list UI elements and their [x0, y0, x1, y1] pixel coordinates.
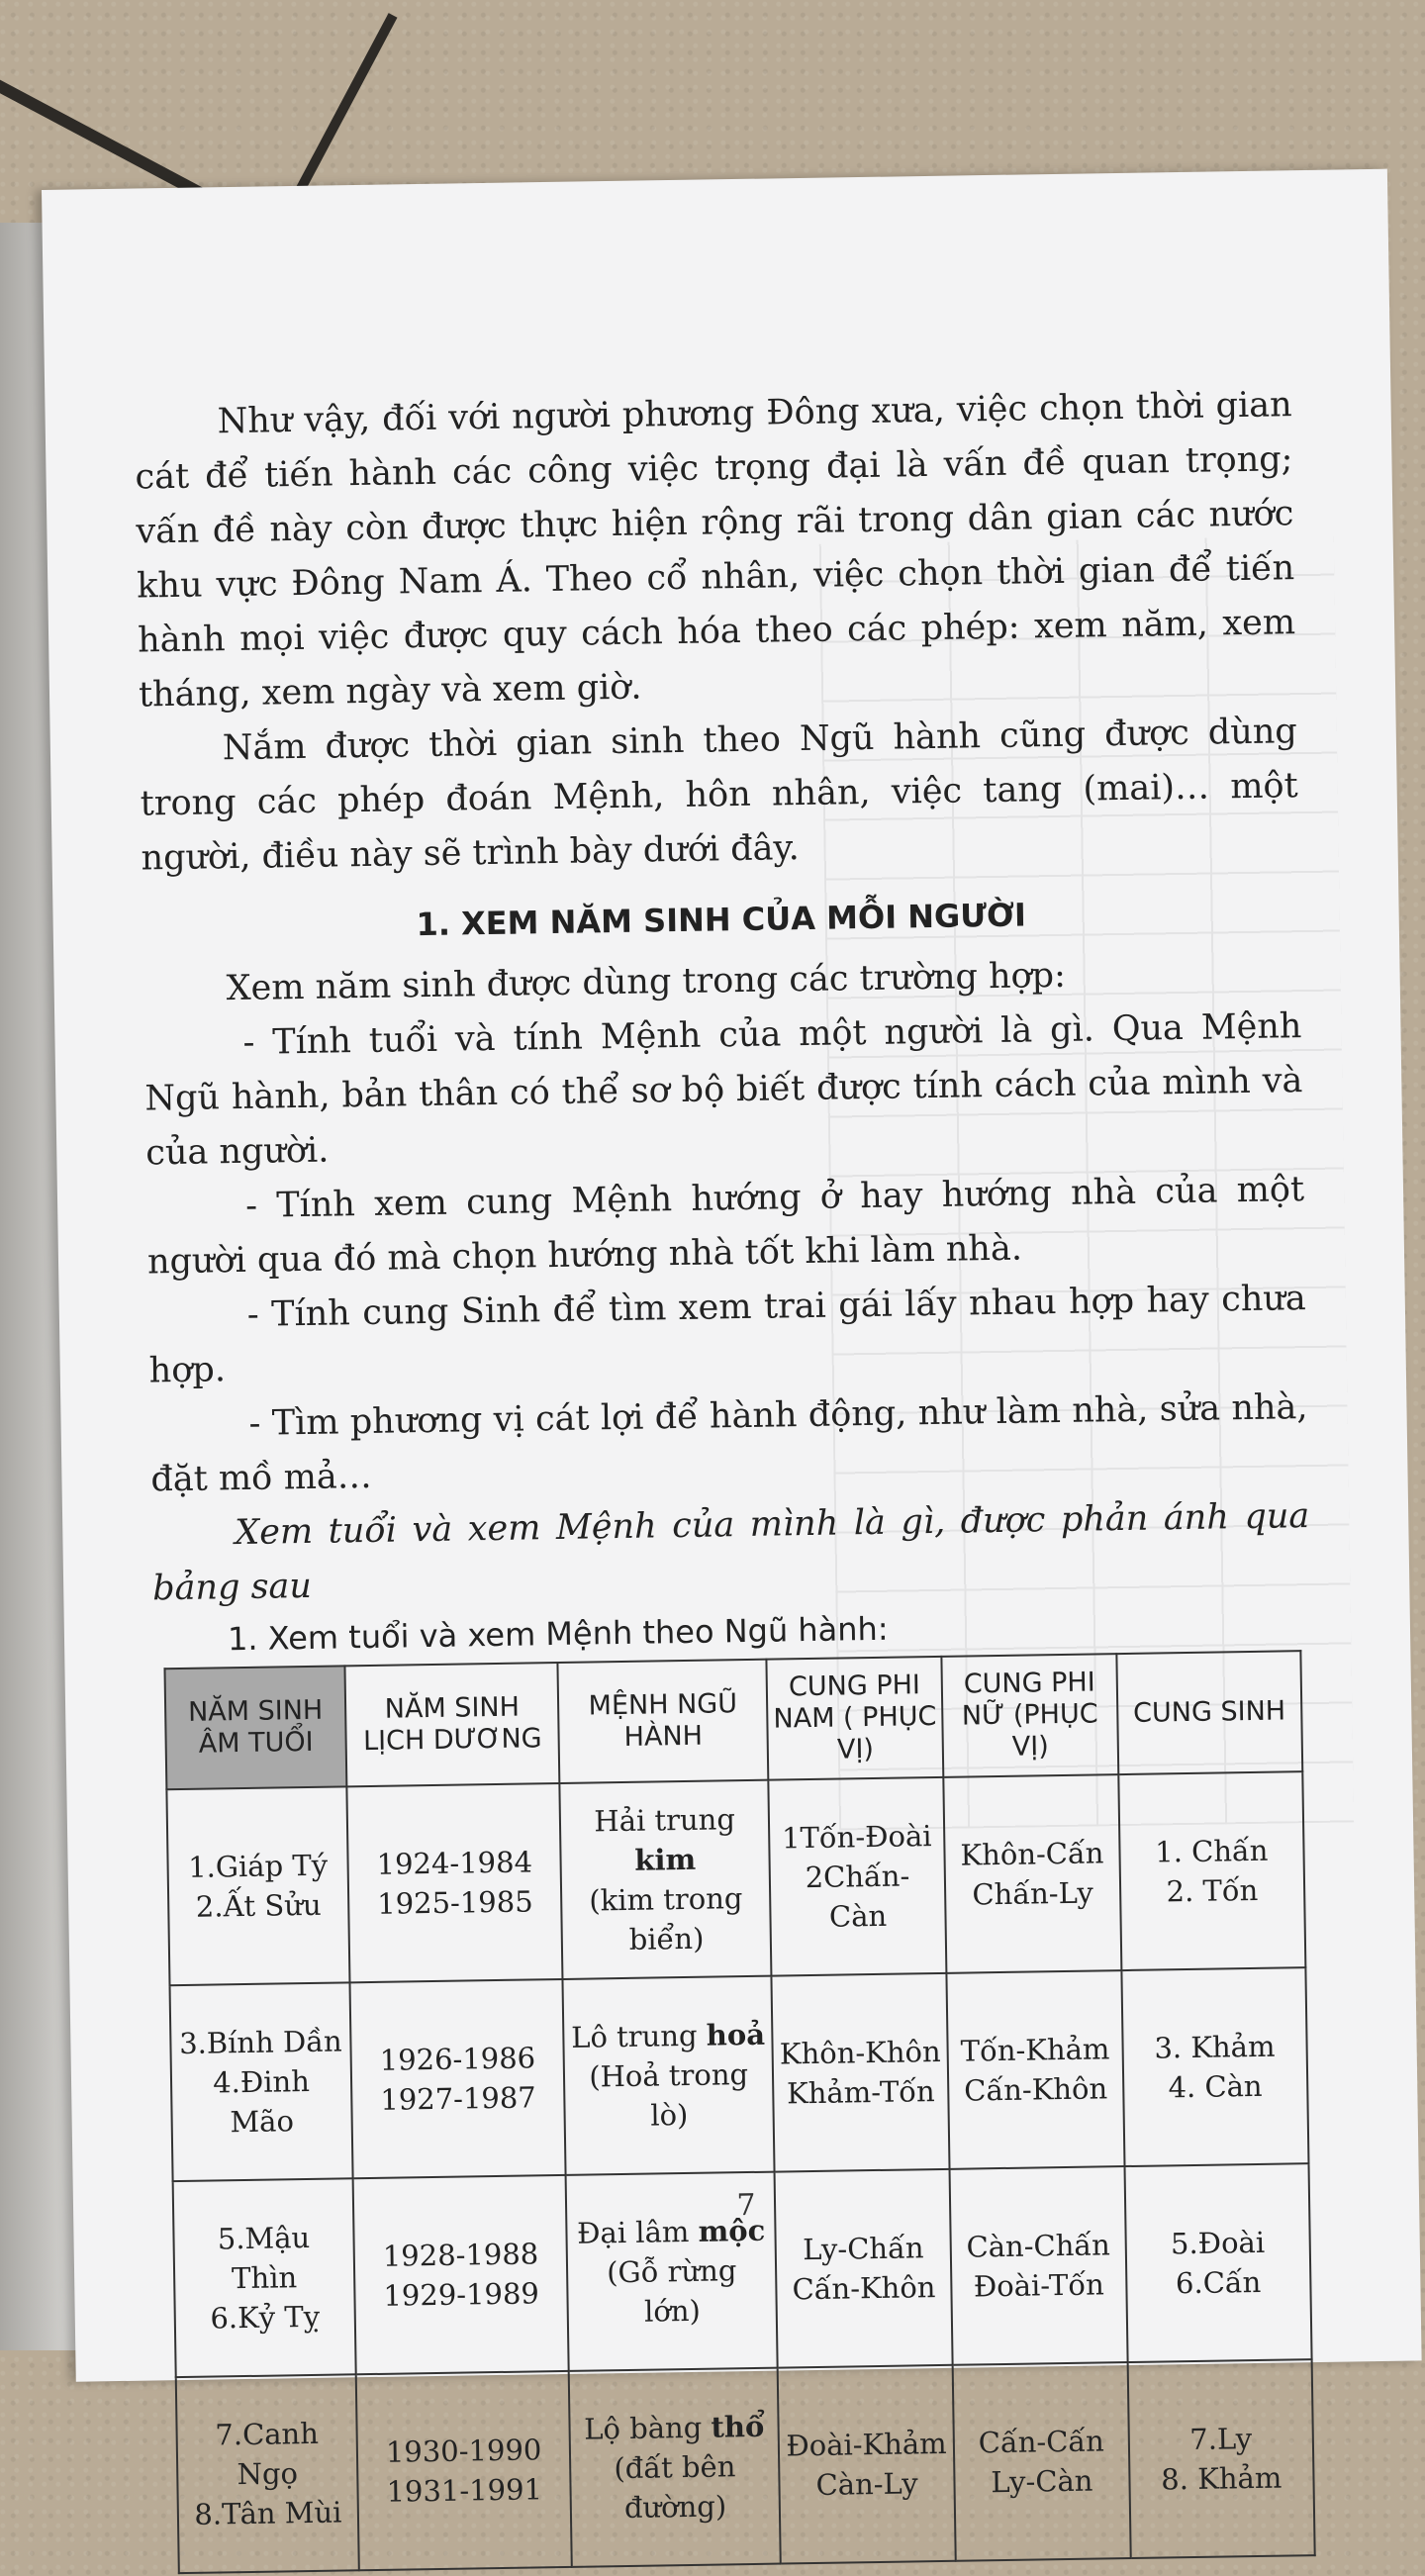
header-cung-sinh: CUNG SINH: [1116, 1651, 1302, 1774]
header-menh-ngu-hanh: MỆNH NGŨ HÀNH: [558, 1660, 768, 1783]
cell-nu: Cấn-Cấn Ly-Càn: [953, 2362, 1130, 2561]
cell-menh: Đại lâm mộc (Gỗ rừng lớn): [566, 2172, 778, 2371]
table-row: [170, 1967, 1309, 2181]
header-nam-sinh-am: NĂM SINH ÂM TUỔI: [164, 1666, 346, 1789]
cell-menh: Hải trung kim (kim trong biển): [560, 1780, 772, 1979]
table-header-row: [164, 1651, 1302, 1789]
header-nam-sinh-duong: NĂM SINH LỊCH DƯƠNG: [344, 1663, 559, 1786]
cell-menh: Lộ bàng thổ (đất bên đường): [569, 2368, 781, 2567]
paragraph-2: Nắm được thời gian sinh theo Ngũ hành cũng được dùng trong các phép đoán Mệnh, hôn nhân, việc tang (mai)… một người, điều này sẽ trình bày dưới đây.: [140, 712, 1298, 879]
cell-nu: Khôn-Cấn Chấn-Ly: [944, 1774, 1121, 1973]
cell-nam: Khôn-Khôn Khảm-Tốn: [771, 1973, 949, 2172]
cell-nu: Tốn-Khảm Cấn-Khôn: [947, 1970, 1124, 2169]
table-row: [166, 1771, 1305, 1985]
cell-duong: 1928-1988 1929-1989: [353, 2175, 570, 2374]
bullet-1: - Tính tuổi và tính Mệnh của một người là gì. Qua Mệnh Ngũ hành, bản thân có thể sơ bộ biết được tính cách của mình và của người.: [144, 1006, 1303, 1174]
cell-duong: 1926-1986 1927-1987: [349, 1979, 566, 2178]
cell-am: 7.Canh Ngọ 8.Tân Mùi: [176, 2374, 359, 2573]
bullet-4: - Tìm phương vị cát lợi để hành động, như làm nhà, sửa nhà, đặt mồ mả…: [150, 1387, 1308, 1500]
bullet-3: - Tính cung Sinh để tìm xem trai gái lấy nhau hợp hay chưa hợp.: [148, 1279, 1307, 1391]
cell-menh: Lô trung hoả (Hoả trong lò): [563, 1976, 775, 2175]
bullet-2: - Tính xem cung Mệnh hướng ở hay hướng nhà của một người qua đó mà chọn hướng nhà tốt khi làm nhà.: [146, 1170, 1305, 1283]
cell-sinh: 7.Ly 8. Khảm: [1127, 2359, 1314, 2558]
italic-note: Xem tuổi và xem Mệnh của mình là gì, được phản ánh qua bảng sau: [151, 1496, 1310, 1609]
cell-duong: 1930-1990 1931-1991: [356, 2371, 573, 2570]
header-cung-phi-nu: CUNG PHI NỮ (PHỤC VỊ): [942, 1654, 1118, 1777]
cell-am: 1.Giáp Tý 2.Ất Sửu: [166, 1786, 349, 1985]
cell-sinh: 3. Khảm 4. Càn: [1121, 1967, 1308, 2166]
paragraph-1: Như vậy, đối với người phương Đông xưa, việc chọn thời gian cát để tiến hành các công việc trọng đại là vấn đề quan trọng; vấn đề này còn được thực hiện rộng rãi trong dân gian các nước khu vực Đông Nam Á. Theo cổ nhân, việc chọn thời gian để tiến hành mọi việc được quy cách hóa theo các phép: xem năm, xem tháng, xem ngày và xem giờ.: [135, 385, 1296, 716]
cell-nu: Càn-Chấn Đoài-Tốn: [950, 2166, 1127, 2365]
section-intro: Xem năm sinh được dùng trong các trường hợp:: [226, 955, 1067, 1009]
cell-nam: 1Tốn-Đoài 2Chấn-Càn: [768, 1777, 946, 1976]
page-content: [134, 378, 1325, 2574]
cell-am: 3.Bính Dần 4.Đinh Mão: [170, 1982, 353, 2181]
table-row: [176, 2359, 1315, 2573]
header-cung-phi-nam: CUNG PHI NAM ( PHỤC VỊ): [766, 1657, 943, 1780]
cell-nam: Đoài-Khảm Càn-Ly: [778, 2365, 956, 2564]
cell-am: 5.Mậu Thìn 6.Kỷ Tỵ: [173, 2178, 356, 2377]
cell-nam: Ly-Chấn Cấn-Khôn: [775, 2169, 953, 2368]
cell-sinh: 5.Đoài 6.Cấn: [1124, 2163, 1311, 2362]
ngu-hanh-table: [163, 1650, 1315, 2574]
book-page: [42, 169, 1422, 2531]
table-caption: 1. Xem tuổi và xem Mệnh theo Ngũ hành:: [227, 1609, 889, 1659]
cell-sinh: 1. Chấn 2. Tốn: [1118, 1771, 1305, 1970]
cell-duong: 1924-1984 1925-1985: [346, 1783, 563, 1982]
section-heading: 1. XEM NĂM SINH CỦA MỖI NGƯỜI: [416, 896, 1027, 944]
page-number: 7: [736, 2187, 756, 2224]
